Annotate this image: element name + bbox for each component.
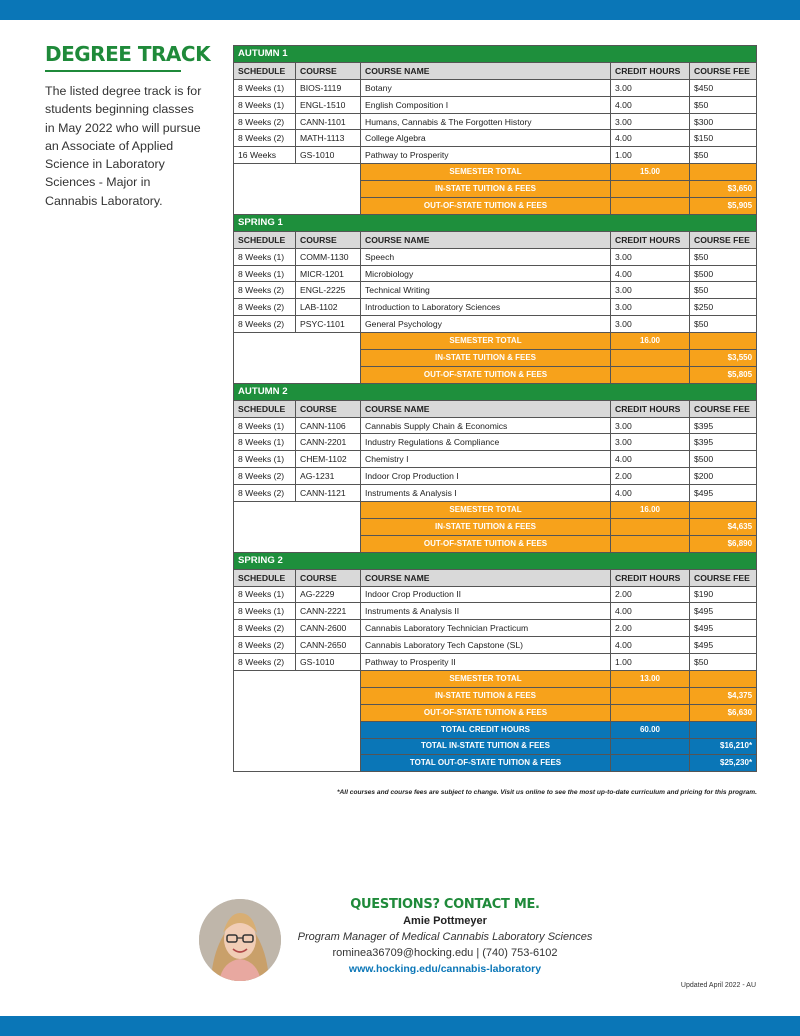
column-header-course-fee: COURSE FEE: [690, 231, 757, 248]
updated-date: Updated April 2022 - AU: [680, 982, 756, 989]
in-state-blank: [611, 687, 690, 704]
total-out-state-label: TOTAL OUT-OF-STATE TUITION & FEES: [361, 755, 611, 772]
course-row: [234, 654, 757, 671]
course-fee-cell: $500: [690, 265, 757, 282]
course-row: [234, 451, 757, 468]
term-name: AUTUMN 1: [234, 46, 757, 63]
credit-hours-cell: 1.00: [611, 654, 690, 671]
credit-hours-cell: 4.00: [611, 96, 690, 113]
course-code-cell: AG-1231: [296, 468, 361, 485]
out-state-label: OUT-OF-STATE TUITION & FEES: [361, 198, 611, 215]
credit-hours-cell: 4.00: [611, 603, 690, 620]
course-name-cell: General Psychology: [361, 316, 611, 333]
column-header-credit-hours: CREDIT HOURS: [611, 569, 690, 586]
course-row: [234, 417, 757, 434]
course-code-cell: LAB-1102: [296, 299, 361, 316]
schedule-cell: 8 Weeks (2): [234, 654, 296, 671]
degree-description: The listed degree track is for students beginning classes in May 2022 who will pursue an Associate of Applied Science in Laboratory Sciences - Major in Cannabis Laboratory.: [45, 84, 202, 208]
course-row: [234, 299, 757, 316]
course-name-cell: Microbiology: [361, 265, 611, 282]
out-state-label: OUT-OF-STATE TUITION & FEES: [361, 535, 611, 552]
course-row: [234, 637, 757, 654]
course-code-cell: CANN-1101: [296, 113, 361, 130]
in-state-label: IN-STATE TUITION & FEES: [361, 350, 611, 367]
schedule-cell: 8 Weeks (1): [234, 417, 296, 434]
disclaimer-note: *All courses and course fees are subject to change. Visit us online to see the most up-to-date curriculum and pricing for this program.: [336, 789, 757, 796]
schedule-cell: 8 Weeks (1): [234, 603, 296, 620]
course-fee-cell: $50: [690, 282, 757, 299]
semester-total-label: SEMESTER TOTAL: [361, 670, 611, 687]
credit-hours-cell: 3.00: [611, 417, 690, 434]
course-code-cell: AG-2229: [296, 586, 361, 603]
total-out-state-blank: [611, 755, 690, 772]
in-state-blank: [611, 350, 690, 367]
schedule-cell: 8 Weeks (1): [234, 265, 296, 282]
course-name-cell: Humans, Cannabis & The Forgotten History: [361, 113, 611, 130]
term-name: SPRING 1: [234, 214, 757, 231]
column-header-credit-hours: CREDIT HOURS: [611, 400, 690, 417]
term-name: SPRING 2: [234, 552, 757, 569]
schedule-cell: 8 Weeks (2): [234, 282, 296, 299]
course-code-cell: BIOS-1119: [296, 79, 361, 96]
column-header-course-name: COURSE NAME: [361, 400, 611, 417]
column-header-course-name: COURSE NAME: [361, 231, 611, 248]
semester-total-fee-blank: [690, 502, 757, 519]
in-state-label: IN-STATE TUITION & FEES: [361, 687, 611, 704]
course-code-cell: CANN-1121: [296, 485, 361, 502]
column-header-row: [234, 400, 757, 417]
schedule-cell: 8 Weeks (2): [234, 316, 296, 333]
course-code-cell: ENGL-2225: [296, 282, 361, 299]
term-header-row: [234, 214, 757, 231]
schedule-cell: 8 Weeks (2): [234, 113, 296, 130]
contact-email-phone[interactable]: rominea36709@hocking.edu | (740) 753-6102: [332, 947, 558, 959]
semester-total-value: 16.00: [611, 502, 690, 519]
out-state-blank: [611, 198, 690, 215]
course-fee-cell: $495: [690, 603, 757, 620]
credit-hours-cell: 4.00: [611, 130, 690, 147]
course-fee-cell: $50: [690, 147, 757, 164]
semester-total-label: SEMESTER TOTAL: [361, 164, 611, 181]
course-fee-cell: $50: [690, 654, 757, 671]
course-code-cell: CANN-2201: [296, 434, 361, 451]
credit-hours-cell: 4.00: [611, 485, 690, 502]
top-banner-bar: [0, 0, 800, 20]
semester-total-row: [234, 670, 757, 687]
course-name-cell: Pathway to Prosperity II: [361, 654, 611, 671]
course-name-cell: Pathway to Prosperity: [361, 147, 611, 164]
course-row: [234, 603, 757, 620]
out-state-value: $6,630: [690, 704, 757, 721]
column-header-course: COURSE: [296, 400, 361, 417]
course-fee-cell: $495: [690, 637, 757, 654]
course-code-cell: CANN-2600: [296, 620, 361, 637]
out-state-label: OUT-OF-STATE TUITION & FEES: [361, 366, 611, 383]
course-name-cell: Speech: [361, 248, 611, 265]
in-state-blank: [611, 518, 690, 535]
schedule-cell: 8 Weeks (1): [234, 451, 296, 468]
term-header-row: [234, 552, 757, 569]
schedule-cell: 8 Weeks (2): [234, 299, 296, 316]
course-code-cell: CANN-1106: [296, 417, 361, 434]
credit-hours-cell: 3.00: [611, 282, 690, 299]
course-fee-cell: $395: [690, 417, 757, 434]
total-credit-value: 60.00: [611, 721, 690, 738]
sidebar: [45, 42, 215, 210]
column-header-course-fee: COURSE FEE: [690, 62, 757, 79]
contact-block: [285, 897, 605, 975]
contact-role: Program Manager of Medical Cannabis Laboratory Sciences: [297, 931, 593, 943]
credit-hours-cell: 4.00: [611, 451, 690, 468]
schedule-cell: 16 Weeks: [234, 147, 296, 164]
course-code-cell: CANN-2650: [296, 637, 361, 654]
semester-total-fee-blank: [690, 333, 757, 350]
course-name-cell: Botany: [361, 79, 611, 96]
semester-total-value: 13.00: [611, 670, 690, 687]
course-name-cell: Indoor Crop Production I: [361, 468, 611, 485]
course-fee-cell: $300: [690, 113, 757, 130]
out-state-value: $5,805: [690, 366, 757, 383]
column-header-course-name: COURSE NAME: [361, 62, 611, 79]
course-row: [234, 434, 757, 451]
course-row: [234, 282, 757, 299]
course-row: [234, 265, 757, 282]
course-fee-cell: $495: [690, 620, 757, 637]
in-state-value: $4,375: [690, 687, 757, 704]
person-photo-icon: [199, 899, 281, 981]
schedule-cell: 8 Weeks (1): [234, 586, 296, 603]
credit-hours-cell: 3.00: [611, 248, 690, 265]
column-header-course-name: COURSE NAME: [361, 569, 611, 586]
course-row: [234, 468, 757, 485]
term-header-row: [234, 383, 757, 400]
in-state-label: IN-STATE TUITION & FEES: [361, 518, 611, 535]
course-code-cell: PSYC-1101: [296, 316, 361, 333]
column-header-row: [234, 569, 757, 586]
semester-total-label: SEMESTER TOTAL: [361, 333, 611, 350]
column-header-course: COURSE: [296, 231, 361, 248]
schedule-cell: 8 Weeks (2): [234, 130, 296, 147]
out-state-blank: [611, 366, 690, 383]
course-row: [234, 147, 757, 164]
semester-total-label: SEMESTER TOTAL: [361, 502, 611, 519]
total-out-state-value: $25,230*: [690, 755, 757, 772]
semester-total-value: 15.00: [611, 164, 690, 181]
course-row: [234, 79, 757, 96]
course-name-cell: Technical Writing: [361, 282, 611, 299]
semester-total-row: [234, 164, 757, 181]
schedule-cell: 8 Weeks (1): [234, 248, 296, 265]
course-code-cell: MATH-1113: [296, 130, 361, 147]
credit-hours-cell: 3.00: [611, 316, 690, 333]
course-row: [234, 96, 757, 113]
course-name-cell: Introduction to Laboratory Sciences: [361, 299, 611, 316]
out-state-blank: [611, 535, 690, 552]
course-code-cell: GS-1010: [296, 654, 361, 671]
schedule-cell: 8 Weeks (2): [234, 468, 296, 485]
blank-cell: [234, 670, 361, 771]
total-credit-label: TOTAL CREDIT HOURS: [361, 721, 611, 738]
blank-cell: [234, 164, 361, 215]
contact-heading: QUESTIONS? CONTACT ME.: [350, 897, 540, 912]
page-title: DEGREE TRACK: [45, 42, 181, 72]
course-name-cell: College Algebra: [361, 130, 611, 147]
total-in-state-value: $16,210*: [690, 738, 757, 755]
credit-hours-cell: 3.00: [611, 113, 690, 130]
course-code-cell: COMM-1130: [296, 248, 361, 265]
course-code-cell: MICR-1201: [296, 265, 361, 282]
course-fee-cell: $495: [690, 485, 757, 502]
semester-total-fee-blank: [690, 670, 757, 687]
course-fee-cell: $150: [690, 130, 757, 147]
course-name-cell: Instruments & Analysis II: [361, 603, 611, 620]
column-header-credit-hours: CREDIT HOURS: [611, 231, 690, 248]
course-code-cell: CANN-2221: [296, 603, 361, 620]
contact-avatar: [199, 899, 281, 981]
course-name-cell: Cannabis Laboratory Technician Practicum: [361, 620, 611, 637]
course-fee-cell: $190: [690, 586, 757, 603]
course-name-cell: Chemistry I: [361, 451, 611, 468]
credit-hours-cell: 4.00: [611, 265, 690, 282]
course-name-cell: Cannabis Laboratory Tech Capstone (SL): [361, 637, 611, 654]
course-fee-cell: $450: [690, 79, 757, 96]
semester-total-value: 16.00: [611, 333, 690, 350]
course-name-cell: English Composition I: [361, 96, 611, 113]
term-name: AUTUMN 2: [234, 383, 757, 400]
column-header-schedule: SCHEDULE: [234, 569, 296, 586]
out-state-label: OUT-OF-STATE TUITION & FEES: [361, 704, 611, 721]
in-state-label: IN-STATE TUITION & FEES: [361, 181, 611, 198]
course-fee-cell: $250: [690, 299, 757, 316]
schedule-cell: 8 Weeks (1): [234, 96, 296, 113]
credit-hours-cell: 4.00: [611, 637, 690, 654]
column-header-course: COURSE: [296, 569, 361, 586]
out-state-blank: [611, 704, 690, 721]
contact-name: Amie Pottmeyer: [403, 915, 487, 927]
column-header-row: [234, 62, 757, 79]
course-code-cell: GS-1010: [296, 147, 361, 164]
column-header-schedule: SCHEDULE: [234, 231, 296, 248]
course-row: [234, 620, 757, 637]
column-header-schedule: SCHEDULE: [234, 400, 296, 417]
semester-total-fee-blank: [690, 164, 757, 181]
course-name-cell: Cannabis Supply Chain & Economics: [361, 417, 611, 434]
column-header-schedule: SCHEDULE: [234, 62, 296, 79]
out-state-value: $5,905: [690, 198, 757, 215]
in-state-value: $3,650: [690, 181, 757, 198]
in-state-value: $4,635: [690, 518, 757, 535]
schedule-cell: 8 Weeks (2): [234, 637, 296, 654]
term-header-row: [234, 46, 757, 63]
course-fee-cell: $50: [690, 316, 757, 333]
credit-hours-cell: 3.00: [611, 434, 690, 451]
blank-cell: [234, 502, 361, 553]
course-fee-cell: $50: [690, 96, 757, 113]
schedule-cell: 8 Weeks (1): [234, 434, 296, 451]
in-state-value: $3,550: [690, 350, 757, 367]
total-in-state-blank: [611, 738, 690, 755]
total-credit-blank: [690, 721, 757, 738]
credit-hours-cell: 2.00: [611, 468, 690, 485]
bottom-banner-bar: [0, 1016, 800, 1036]
credit-hours-cell: 2.00: [611, 620, 690, 637]
column-header-row: [234, 231, 757, 248]
course-row: [234, 113, 757, 130]
course-row: [234, 130, 757, 147]
course-name-cell: Indoor Crop Production II: [361, 586, 611, 603]
semester-total-row: [234, 502, 757, 519]
column-header-course-fee: COURSE FEE: [690, 400, 757, 417]
course-row: [234, 316, 757, 333]
schedule-cell: 8 Weeks (1): [234, 79, 296, 96]
course-fee-cell: $200: [690, 468, 757, 485]
credit-hours-cell: 1.00: [611, 147, 690, 164]
course-code-cell: CHEM-1102: [296, 451, 361, 468]
course-fee-cell: $500: [690, 451, 757, 468]
blank-cell: [234, 333, 361, 384]
column-header-credit-hours: CREDIT HOURS: [611, 62, 690, 79]
course-row: [234, 248, 757, 265]
course-row: [234, 485, 757, 502]
course-name-cell: Industry Regulations & Compliance: [361, 434, 611, 451]
credit-hours-cell: 2.00: [611, 586, 690, 603]
course-name-cell: Instruments & Analysis I: [361, 485, 611, 502]
semester-total-row: [234, 333, 757, 350]
in-state-blank: [611, 181, 690, 198]
schedule-cell: 8 Weeks (2): [234, 485, 296, 502]
schedule-cell: 8 Weeks (2): [234, 620, 296, 637]
course-fee-cell: $395: [690, 434, 757, 451]
course-row: [234, 586, 757, 603]
course-code-cell: ENGL-1510: [296, 96, 361, 113]
course-fee-cell: $50: [690, 248, 757, 265]
column-header-course: COURSE: [296, 62, 361, 79]
program-website-link[interactable]: www.hocking.edu/cannabis-laboratory: [348, 963, 542, 975]
total-in-state-label: TOTAL IN-STATE TUITION & FEES: [361, 738, 611, 755]
out-state-value: $6,890: [690, 535, 757, 552]
degree-track-table: [233, 45, 757, 772]
credit-hours-cell: 3.00: [611, 79, 690, 96]
credit-hours-cell: 3.00: [611, 299, 690, 316]
column-header-course-fee: COURSE FEE: [690, 569, 757, 586]
